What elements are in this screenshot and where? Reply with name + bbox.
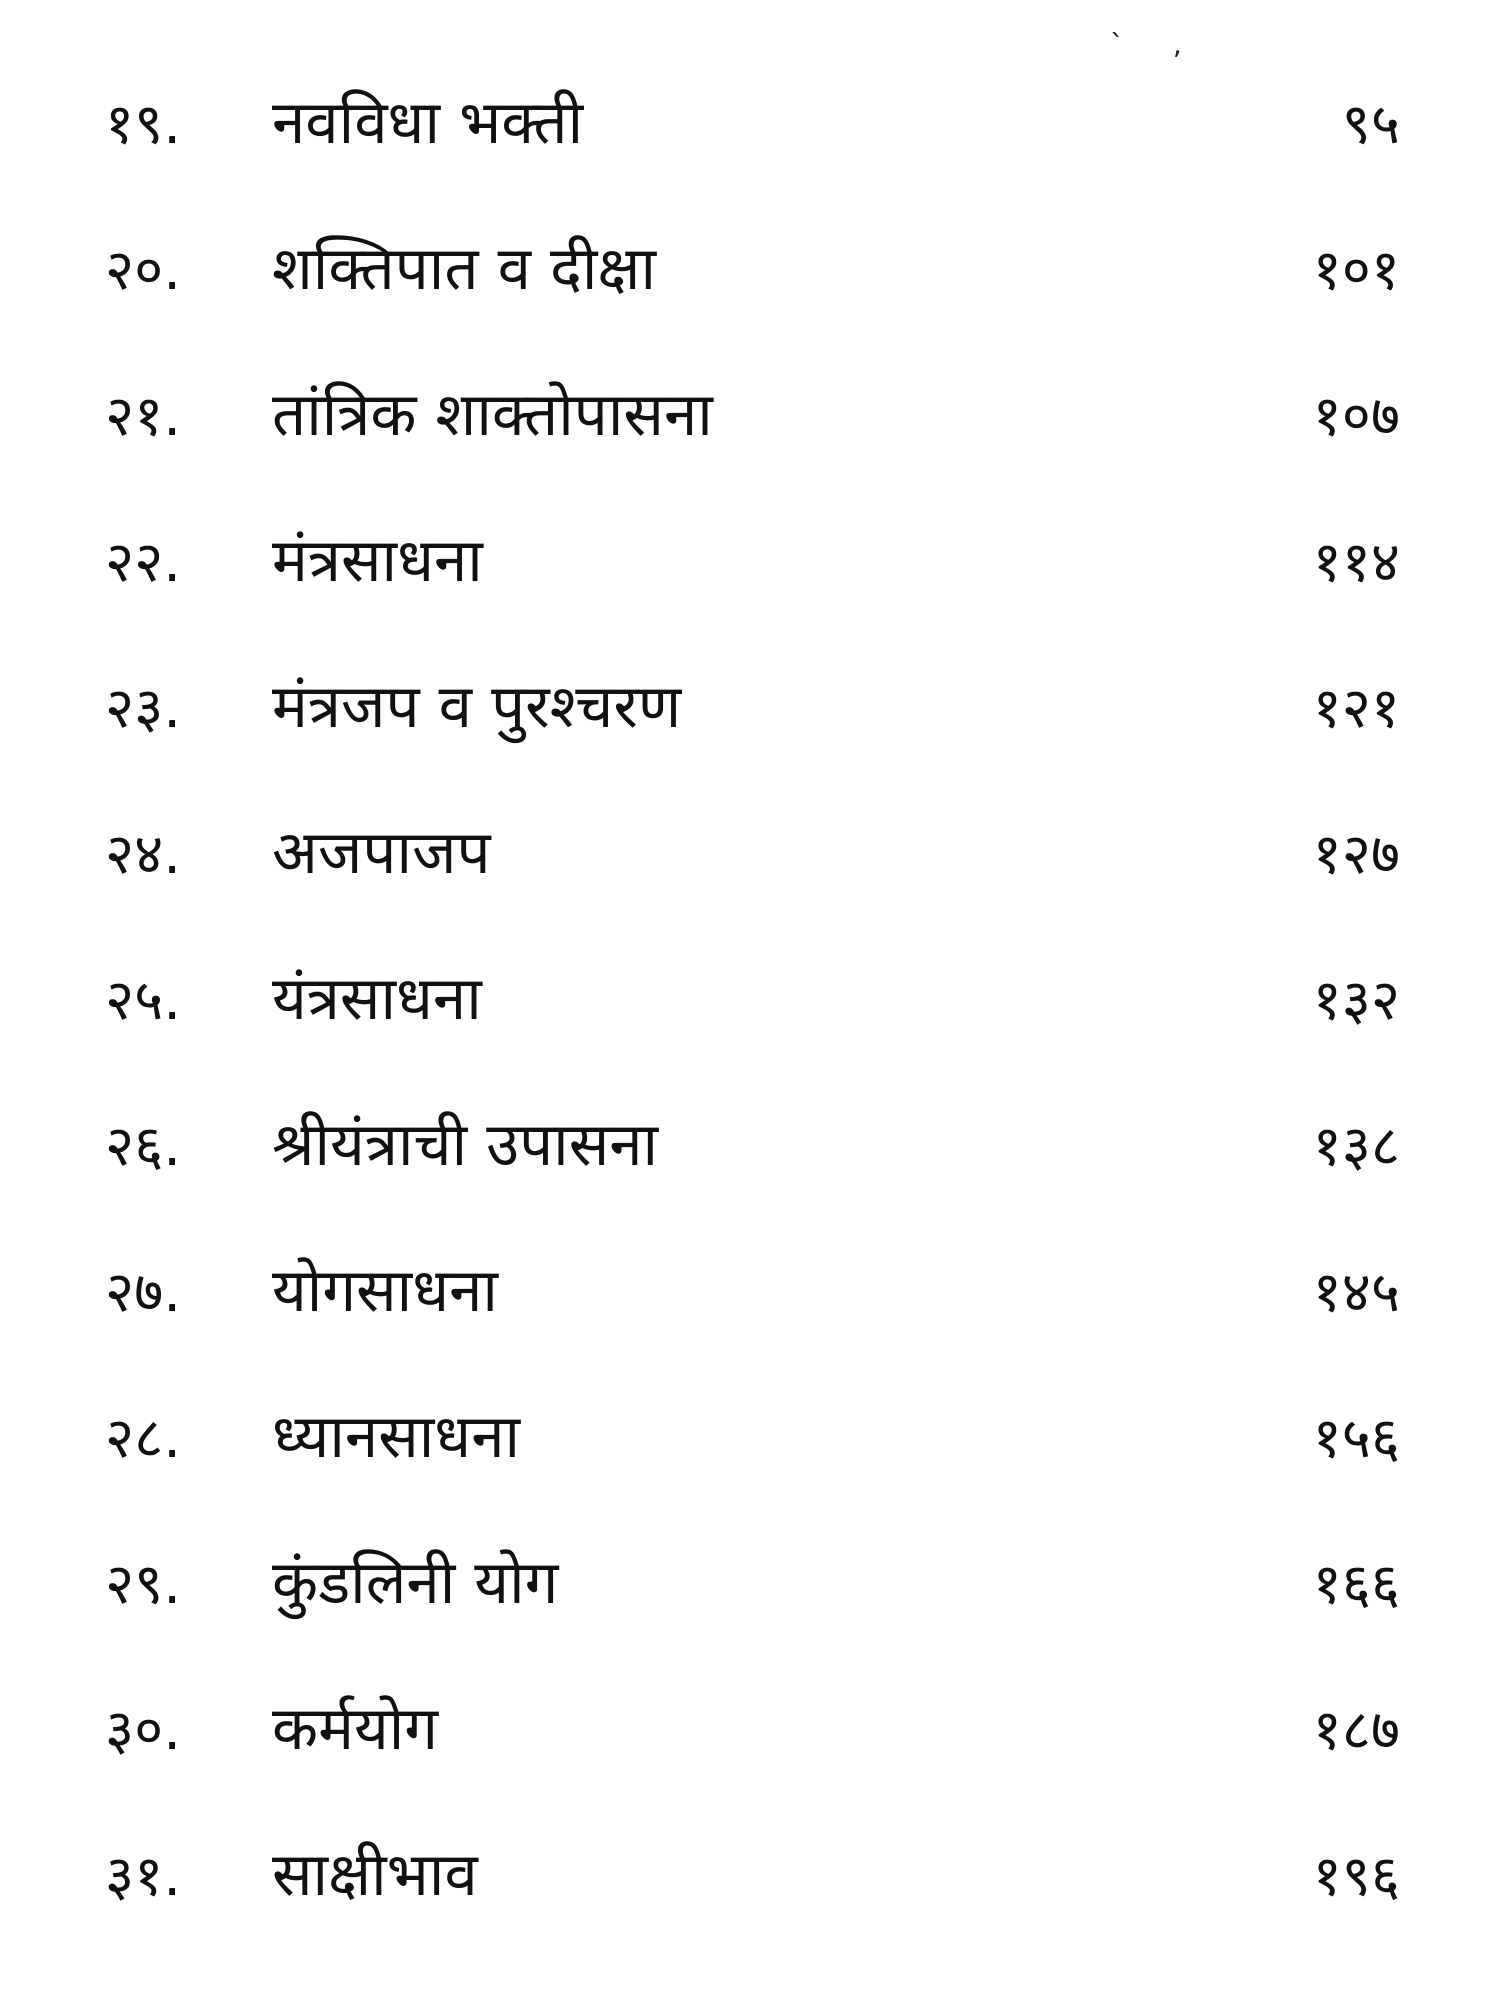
chapter-title: ध्यानसाधना xyxy=(272,1402,521,1472)
page-number: ९५ xyxy=(1341,92,1400,157)
chapter-number: २२. xyxy=(105,530,182,595)
page-number: ११४ xyxy=(1312,530,1400,595)
page-number: १५६ xyxy=(1312,1406,1400,1471)
page-number: १२१ xyxy=(1312,676,1400,741)
page-number: १६६ xyxy=(1312,1552,1400,1617)
page-number: १३८ xyxy=(1312,1114,1400,1179)
toc-entry xyxy=(0,1822,1500,1968)
chapter-number: ३०. xyxy=(105,1698,182,1763)
chapter-number: २१. xyxy=(105,384,182,449)
chapter-title: नवविधा भक्ती xyxy=(272,88,584,158)
chapter-number: २७. xyxy=(105,1260,182,1325)
page-number: १०१ xyxy=(1312,238,1400,303)
chapter-number: ३१. xyxy=(105,1844,182,1909)
chapter-number: २६. xyxy=(105,1114,182,1179)
page-number: १४५ xyxy=(1312,1260,1400,1325)
chapter-title: साक्षीभाव xyxy=(272,1840,478,1910)
toc-entry xyxy=(0,216,1500,362)
chapter-title: अजपाजप xyxy=(272,818,491,888)
chapter-title: तांत्रिक शाक्तोपासना xyxy=(272,380,713,450)
page-number: १९६ xyxy=(1312,1844,1400,1909)
chapter-title: कुंडलिनी योग xyxy=(272,1548,559,1618)
chapter-number: १९. xyxy=(105,92,182,157)
page-number: १८७ xyxy=(1312,1698,1400,1763)
page-number: १२७ xyxy=(1312,822,1400,887)
table-of-contents xyxy=(0,70,1500,1968)
toc-entry xyxy=(0,1676,1500,1822)
chapter-number: २९. xyxy=(105,1552,182,1617)
chapter-number: २०. xyxy=(105,238,182,303)
chapter-title: मंत्रजप व पुरश्चरण xyxy=(272,672,682,742)
toc-entry xyxy=(0,800,1500,946)
toc-entry xyxy=(0,654,1500,800)
toc-entry xyxy=(0,946,1500,1092)
toc-entry xyxy=(0,1238,1500,1384)
page-number: १३२ xyxy=(1312,968,1400,1033)
toc-entry xyxy=(0,1384,1500,1530)
toc-entry xyxy=(0,70,1500,216)
chapter-number: २८. xyxy=(105,1406,182,1471)
toc-entry xyxy=(0,508,1500,654)
chapter-title: मंत्रसाधना xyxy=(272,526,483,596)
chapter-number: २३. xyxy=(105,676,182,741)
chapter-title: कर्मयोग xyxy=(272,1694,439,1764)
chapter-title: श्रीयंत्राची उपासना xyxy=(272,1110,659,1180)
toc-entry xyxy=(0,362,1500,508)
chapter-title: योगसाधना xyxy=(272,1256,498,1326)
toc-entry xyxy=(0,1530,1500,1676)
toc-entry xyxy=(0,1092,1500,1238)
page-mark: ` , xyxy=(1110,28,1202,61)
chapter-title: यंत्रसाधना xyxy=(272,964,482,1034)
chapter-number: २४. xyxy=(105,822,182,887)
chapter-number: २५. xyxy=(105,968,182,1033)
page-number: १०७ xyxy=(1312,384,1400,449)
chapter-title: शक्तिपात व दीक्षा xyxy=(272,234,656,304)
